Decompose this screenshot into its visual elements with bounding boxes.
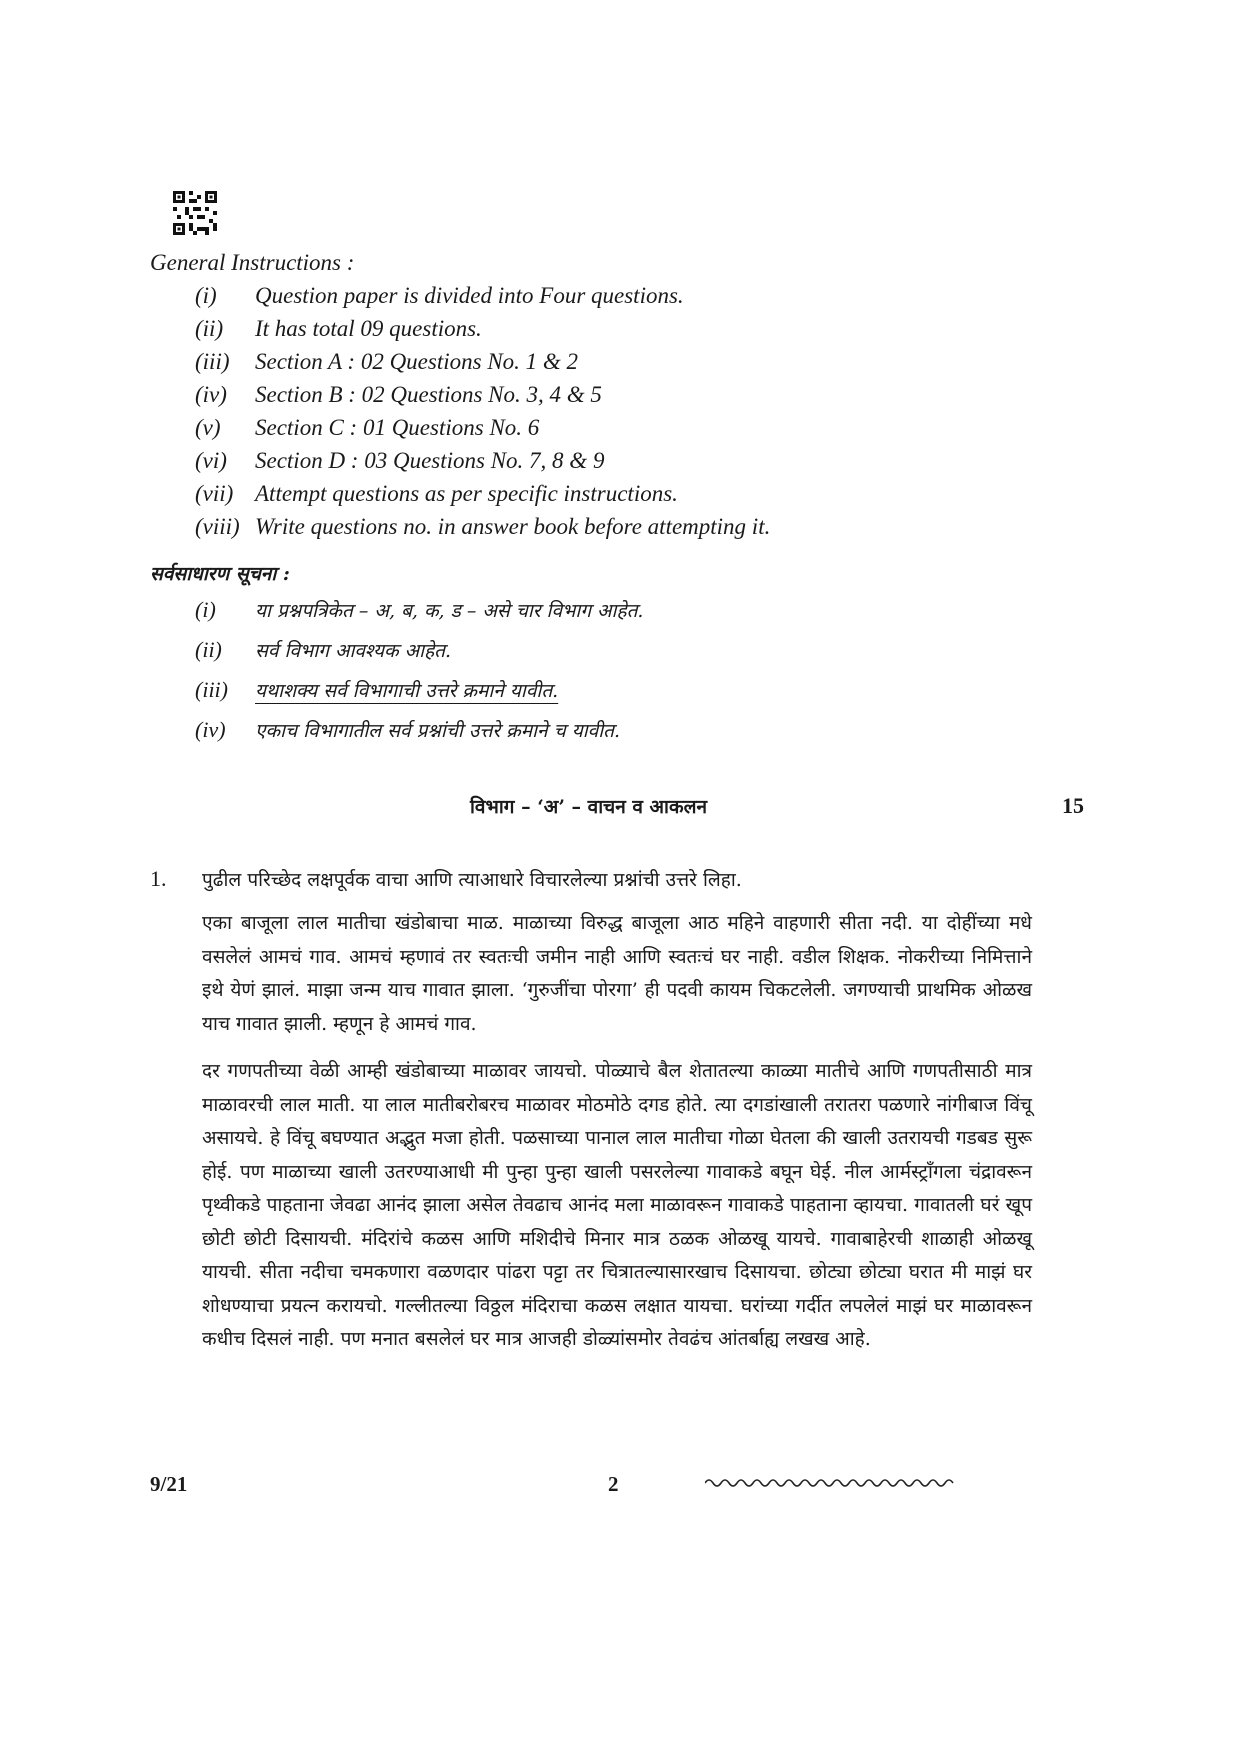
page-number: 2 <box>608 1472 619 1496</box>
marathi-instructions-list <box>195 597 643 757</box>
general-instructions-heading: General Instructions : <box>150 250 355 275</box>
instruction-number: (v) <box>195 415 221 440</box>
instruction-text: Section C : 01 Questions No. 6 <box>255 415 540 440</box>
instruction-number: (vi) <box>195 448 227 473</box>
marathi-instruction-item <box>195 677 643 717</box>
instruction-text: एकाच विभागातील सर्व प्रश्नांची उत्तरे क्रमाने च यावीत. <box>255 720 621 742</box>
marathi-instructions-heading: सर्वसाधारण सूचना : <box>150 563 290 585</box>
instruction-number: (iii) <box>195 677 228 702</box>
instruction-number: (iv) <box>195 382 227 407</box>
instruction-text: सर्व विभाग आवश्यक आहेत. <box>255 640 452 662</box>
instruction-number: (viii) <box>195 514 240 539</box>
instruction-item <box>195 316 770 349</box>
paper-code: 9/21 <box>150 1472 188 1496</box>
instruction-text: या प्रश्नपत्रिकेत – अ, ब, क, ड – असे चार विभाग आहेत. <box>255 600 644 622</box>
section-title: विभाग – ‘अ’ – वाचन व आकलन <box>470 796 707 818</box>
qr-code-icon <box>173 191 217 235</box>
instruction-number: (i) <box>195 597 216 622</box>
instruction-item <box>195 283 770 316</box>
instruction-text: Attempt questions as per specific instructions. <box>255 481 678 506</box>
instruction-text: Question paper is divided into Four questions. <box>255 283 684 308</box>
question-prompt: पुढील परिच्छेद लक्षपूर्वक वाचा आणि त्याआधारे विचारलेल्या प्रश्नांची उत्तरे लिहा. <box>202 869 742 891</box>
instruction-number: (ii) <box>195 637 222 662</box>
passage-paragraph-2: दर गणपतीच्या वेळी आम्ही खंडोबाच्या माळावर जायचो. पोळ्याचे बैल शेतातल्या काळ्या मातीचे आणि गणपतीसाठी मात्र माळावरची लाल माती. या लाल मातीबरोबरच माळावर मोठमोठे दगड होते. त्या दगडांखाली तरातरा पळणारे नांगीबाज विंचू असायचे. हे विंचू बघण्यात अद्भुत मजा होती. पळसाच्या पानाल लाल मातीचा गोळा घेतला की खाली उतरायची गडबड सुरू होई. पण माळाच्या खाली उतरण्याआधी मी पुन्हा पुन्हा खाली पसरलेल्या गावाकडे बघून घेई. नील आर्मस्ट्राँगला चंद्रावरून पृथ्वीकडे पाहताना जेवढा आनंद झाला असेल तेवढाच आनंद मला माळावरून गावाकडे पाहताना व्हायचा. गावातली घरं खूप छोटी छोटी दिसायची. मंदिरांचे कळस आणि मशिदीचे मिनार मात्र ठळक ओळखू यायचे. गावाबाहेरची शाळाही ओळखू यायची. सीता नदीचा चमकणारा वळणदार पांढरा पट्टा तर चित्रातल्यासारखाच दिसायचा. छोट्या छोट्या घरात मी माझं घर शोधण्याचा प्रयत्न करायचो. गल्लीतल्या विठ्ठल मंदिराचा कळस लक्षात यायचा. घरांच्या गर्दीत लपलेलं माझं घर माळावरून कधीच दिसलं नाही. पण मनात बसलेलं घर मात्र आजही डोळ्यांसमोर तेवढंच आंतर्बाह्य लखख आहे. <box>202 1060 1032 1350</box>
instruction-number: (iv) <box>195 717 226 742</box>
instruction-text: Section D : 03 Questions No. 7, 8 & 9 <box>255 448 605 473</box>
instruction-text: Section B : 02 Questions No. 3, 4 & 5 <box>255 382 602 407</box>
section-marks: 15 <box>1062 793 1084 818</box>
marathi-instruction-item <box>195 717 643 757</box>
instruction-item <box>195 349 770 382</box>
instruction-text: Write questions no. in answer book before attempting it. <box>255 514 771 539</box>
instruction-text: It has total 09 questions. <box>255 316 482 341</box>
instruction-number: (iii) <box>195 349 230 374</box>
marathi-instruction-item <box>195 597 643 637</box>
instruction-number: (i) <box>195 283 217 308</box>
instruction-item <box>195 448 770 481</box>
instruction-item <box>195 481 770 514</box>
instruction-text: Section A : 02 Questions No. 1 & 2 <box>255 349 579 374</box>
passage-paragraph-1: एका बाजूला लाल मातीचा खंडोबाचा माळ. माळाच्या विरुद्ध बाजूला आठ महिने वाहणारी सीता नदी. या दोहींच्या मधे वसलेलं आमचं गाव. आमचं म्हणावं तर स्वतःची जमीन नाही आणि स्वतःचं घर नाही. वडील शिक्षक. नोकरीच्या निमित्ताने इथे येणं झालं. माझा जन्म याच गावात झाला. ‘गुरुजींचा पोरगा’ ही पदवी कायम चिकटलेली. जगण्याची प्राथमिक ओळख याच गावात झाली. म्हणून हे आमचं गाव. <box>202 912 1032 1035</box>
general-instructions-list <box>195 283 770 547</box>
marathi-instruction-item <box>195 637 643 677</box>
decorative-wave-line <box>705 1477 955 1489</box>
instruction-item <box>195 415 770 448</box>
question-number: 1. <box>150 866 167 891</box>
instruction-item <box>195 514 770 547</box>
instruction-item <box>195 382 770 415</box>
instruction-number: (ii) <box>195 316 224 341</box>
instruction-text: यथाशक्य सर्व विभागाची उत्तरे क्रमाने यावीत. <box>255 680 559 702</box>
instruction-number: (vii) <box>195 481 234 506</box>
